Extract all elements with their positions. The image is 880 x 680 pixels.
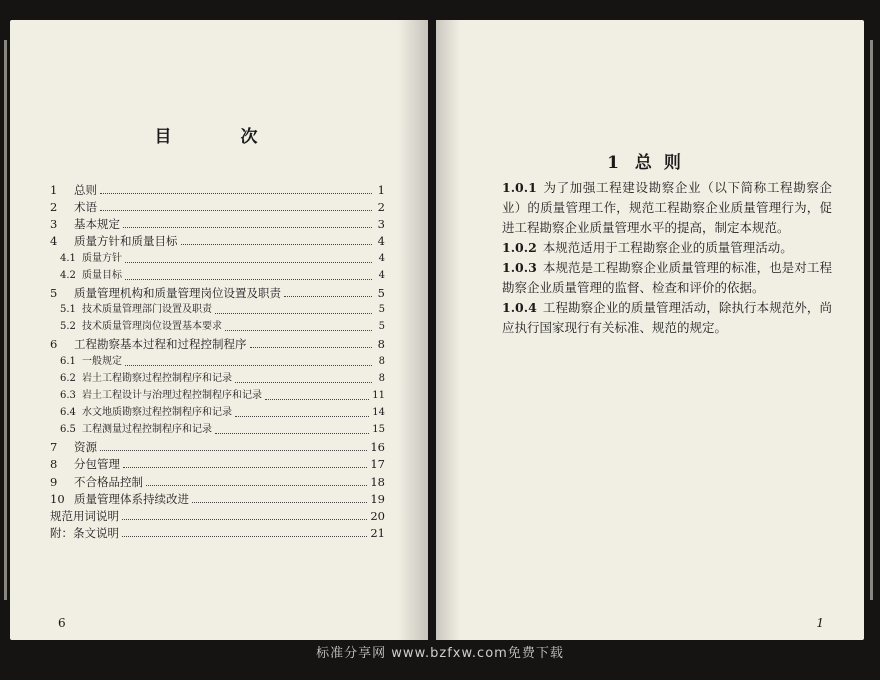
toc-entry-number: 9 (50, 474, 58, 489)
toc-leader-dots (235, 415, 369, 417)
toc-entry-number: 6.3 (60, 389, 76, 401)
toc-entry (60, 268, 385, 284)
spine-shadow (398, 20, 428, 640)
toc-entry (50, 474, 385, 490)
toc-entry-page: 17 (370, 457, 385, 472)
toc-entry-label: 不合格品控制 (74, 474, 143, 489)
toc-leader-dots (125, 364, 372, 366)
toc-entry-label: 质量管理机构和质量管理岗位设置及职责 (74, 285, 281, 300)
toc-entry-label: 岩土工程设计与治理过程控制程序和记录 (82, 389, 262, 401)
toc-entry-page: 8 (378, 372, 385, 384)
toc-entry-label: 基本规定 (74, 217, 120, 232)
clause-number: 1.0.1 (502, 180, 537, 195)
toc-entry-number: 7 (50, 440, 58, 455)
toc-entry-label: 工程勘察基本过程和过程控制程序 (74, 337, 247, 352)
toc-entry-label: 术语 (74, 200, 97, 215)
toc-leader-dots (215, 432, 369, 434)
toc-entry-page: 18 (370, 474, 385, 489)
toc-entry-number: 5 (50, 285, 58, 300)
toc-leader-dots (235, 381, 372, 383)
clause-text: 本规范是工程勘察企业质量管理的标准，也是对工程勘察企业质量管理的监督、检查和评价的依据。 (502, 260, 832, 295)
toc-entry-page: 4 (378, 252, 385, 264)
toc-entry-page: 8 (378, 355, 385, 367)
toc-leader-dots (125, 278, 372, 280)
toc-entry-label: 工程测量过程控制程序和记录 (82, 424, 212, 436)
toc-entry (60, 388, 385, 404)
clause-text: 为了加强工程建设勘察企业（以下简称工程勘察企业）的质量管理工作，规范工程勘察企业质量管理行为，促进工程勘察企业质量管理水平的提高，制定本规范。 (502, 180, 832, 235)
toc-entry (60, 371, 385, 387)
toc-entry-page: 3 (377, 217, 385, 232)
toc-entry-number: 4 (50, 234, 58, 249)
toc-entry (50, 216, 385, 232)
toc-entry-label: 一般规定 (82, 355, 122, 367)
toc-leader-dots (181, 243, 373, 245)
toc-entry-page: 11 (372, 389, 385, 401)
toc-leader-dots (122, 518, 367, 520)
toc-entry (50, 508, 385, 524)
clause-number: 1.0.2 (502, 240, 537, 255)
watermark: 标准分享网 www.bzfxw.com免费下载 (316, 646, 564, 661)
toc-entry-page: 4 (377, 234, 385, 249)
toc-entry-page: 5 (378, 304, 385, 316)
clause-number: 1.0.3 (502, 260, 537, 275)
toc-entry-label: 质量方针 (82, 252, 122, 264)
toc-entry (50, 199, 385, 215)
toc-entry-label: 资源 (74, 440, 97, 455)
toc-entry-number: 5.1 (60, 304, 76, 316)
toc-leader-dots (123, 466, 367, 468)
toc-entry (50, 336, 385, 352)
toc-entry-number: 3 (50, 217, 58, 232)
toc-entry-label: 总则 (74, 183, 97, 197)
toc-entry-label: 规范用词说明 (50, 508, 119, 523)
toc-leader-dots (125, 261, 372, 263)
toc-entry-label: 质量方针和质量目标 (74, 234, 178, 249)
toc-entry (60, 422, 385, 438)
toc-entry (50, 491, 385, 507)
clause-number: 1.0.4 (502, 300, 537, 315)
toc-leader-dots (100, 192, 372, 194)
book-edge-right (870, 40, 873, 600)
toc-entry (60, 354, 385, 370)
toc-entry-label: 技术质量管理部门设置及职责 (82, 304, 212, 316)
toc-entry (50, 439, 385, 455)
toc-entry (50, 525, 385, 541)
toc-entry-number: 6.1 (60, 355, 76, 367)
toc-entry-label: 水文地质勘察过程控制程序和记录 (82, 406, 232, 418)
toc-entry-page: 5 (377, 285, 385, 300)
toc-entry-page: 1 (377, 183, 385, 197)
toc-entry-page: 16 (370, 440, 385, 455)
toc-entry-label: 质量管理体系持续改进 (74, 491, 189, 506)
left-page (10, 20, 428, 640)
clauses-body (502, 178, 832, 338)
clause-text: 工程勘察企业的质量管理活动，除执行本规范外，尚应执行国家现行有关标准、规范的规定。 (502, 300, 832, 335)
toc-entry-page: 8 (377, 337, 385, 352)
toc-entry-number: 4.2 (60, 269, 76, 281)
chapter-number: 1 (607, 153, 619, 173)
toc-entry (50, 182, 385, 198)
toc-leader-dots (123, 226, 372, 228)
toc-entry-label: 岩土工程勘察过程控制程序和记录 (82, 372, 232, 384)
toc-entry-number: 10 (50, 491, 65, 506)
chapter-heading (436, 148, 864, 173)
toc-entry (50, 285, 385, 301)
toc-title: 目 次 (154, 127, 284, 147)
clause (502, 258, 832, 298)
toc-entry-page: 19 (370, 491, 385, 506)
toc-leader-dots (250, 346, 373, 348)
toc-entry-label: 技术质量管理岗位设置基本要求 (82, 321, 222, 333)
toc-leader-dots (215, 312, 372, 314)
toc-entry-page: 21 (370, 526, 385, 540)
toc-entry-page: 4 (378, 269, 385, 281)
toc-entry-number: 6.2 (60, 372, 76, 384)
toc-leader-dots (146, 484, 367, 486)
toc-leader-dots (100, 449, 367, 451)
clause-text: 本规范适用于工程勘察企业的质量管理活动。 (542, 240, 793, 255)
spine-shadow (436, 20, 460, 640)
toc-leader-dots (100, 209, 372, 211)
toc-entry-number: 6.5 (60, 424, 76, 436)
page-number: 6 (58, 616, 66, 630)
toc-entry (60, 405, 385, 421)
toc-entry-label: 附：条文说明 (50, 526, 119, 540)
clause (502, 298, 832, 338)
toc-entry-page: 2 (377, 200, 385, 215)
toc-entry-number: 5.2 (60, 321, 76, 333)
toc-entry-label: 质量目标 (82, 269, 122, 281)
clause (502, 178, 832, 238)
chapter-title: 总则 (634, 153, 693, 173)
toc-entry (50, 456, 385, 472)
toc-leader-dots (265, 398, 369, 400)
toc-entry-page: 14 (372, 406, 385, 418)
page-number: 1 (816, 616, 824, 630)
toc-entry-number: 8 (50, 457, 58, 472)
clause (502, 238, 832, 258)
right-page (436, 20, 864, 640)
toc-entry-label: 分包管理 (74, 457, 120, 472)
toc-entry (60, 251, 385, 267)
toc-entry (60, 302, 385, 318)
toc-leader-dots (284, 295, 372, 297)
toc-entry-page: 20 (370, 508, 385, 523)
toc-entry (50, 233, 385, 249)
book-edge-left (4, 40, 7, 600)
toc-leader-dots (192, 501, 367, 503)
toc-leader-dots (122, 535, 367, 537)
toc-entry-page: 15 (372, 424, 385, 436)
toc-entry-page: 5 (378, 321, 385, 333)
toc-entry-number: 6.4 (60, 406, 76, 418)
toc-entry-number: 2 (50, 200, 58, 215)
toc-entry-number: 6 (50, 337, 58, 352)
toc-entry-number: 1 (50, 183, 58, 197)
toc-entry (60, 319, 385, 335)
toc-entry-number: 4.1 (60, 252, 76, 264)
toc-leader-dots (225, 329, 372, 331)
